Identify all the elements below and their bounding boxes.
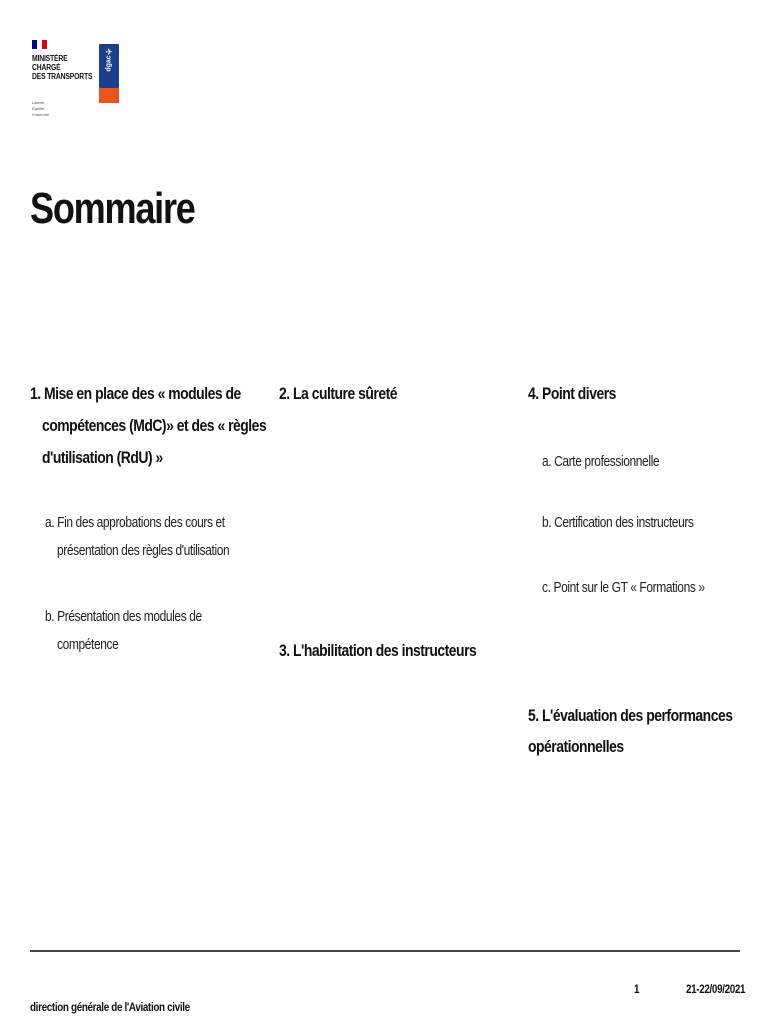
dgac-logo-text: dgac [105,55,113,72]
section-1b-line-2: compétence [57,636,119,653]
motto-line-2: Égalité [32,106,45,111]
section-2-heading: 2. La culture sûreté [279,384,397,403]
ministry-name-line-2: CHARGÉ [32,63,61,72]
organization-name: direction générale de l'Aviation civile [30,1000,190,1014]
section-5-heading-line-2: opérationnelles [528,737,624,756]
motto-line-3: Fraternité [32,112,50,117]
section-1-heading-line-1: 1. Mise en place des « modules de [30,384,241,403]
section-1-heading-line-3: d'utilisation (RdU) » [42,448,163,467]
section-1b-line-1: b. Présentation des modules de [45,608,202,625]
section-1a-line-2: présentation des règles d'utilisation [57,542,230,559]
page-number: 1 [634,982,640,996]
section-4c: c. Point sur le GT « Formations » [542,579,705,596]
section-4-heading: 4. Point divers [528,384,616,403]
dgac-logo-accent [99,88,119,103]
ministry-name-line-3: DES TRANSPORTS [32,72,93,81]
section-1a-line-1: a. Fin des approbations des cours et [45,514,225,531]
plane-icon: ✈ [105,47,113,57]
section-1-heading-line-2: compétences (MdC)» et des « règles [42,416,267,435]
section-4b: b. Certification des instructeurs [542,514,694,531]
page-title: Sommaire [30,184,195,233]
section-5-heading-line-1: 5. L'évaluation des performances [528,706,733,725]
ministry-name-line-1: MINISTÈRE [32,54,68,63]
motto-line-1: Liberté [32,100,45,105]
section-4a: a. Carte professionnelle [542,453,660,470]
footer-divider [30,950,740,952]
presentation-date: 21-22/09/2021 [686,982,746,996]
section-3-heading: 3. L'habilitation des instructeurs [279,641,477,660]
french-flag-logo [32,40,47,49]
